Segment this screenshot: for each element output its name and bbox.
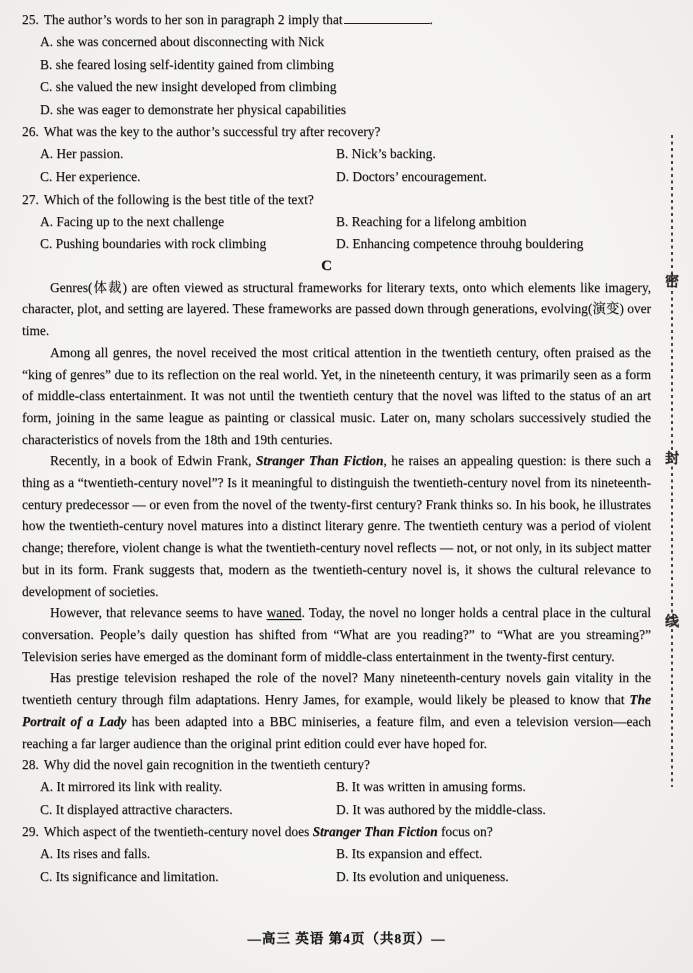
option-26-c: C. Her experience. bbox=[40, 168, 141, 184]
question-26-stem bbox=[22, 121, 651, 143]
question-28-stem bbox=[22, 754, 651, 776]
question-27 bbox=[22, 189, 651, 256]
paragraph-3-text-pre: Recently, in a book of Edwin Frank, bbox=[50, 453, 256, 469]
question-29-stem bbox=[22, 821, 651, 843]
passage-paragraph-3 bbox=[22, 450, 651, 602]
question-29 bbox=[22, 821, 651, 888]
seal-char-xian: 线 bbox=[665, 615, 679, 630]
page-footer: —高三 英语 第4页（共8页）— bbox=[247, 931, 446, 946]
option-25-b: B. she feared losing self-identity gained from climbing bbox=[40, 56, 334, 72]
question-26-options-row-2 bbox=[22, 166, 651, 189]
question-27-stem-text: Which of the following is the best title of the text? bbox=[43, 191, 314, 207]
question-28-options-row-1 bbox=[22, 776, 651, 799]
question-26 bbox=[22, 121, 651, 188]
question-25-number: 25. bbox=[22, 12, 39, 27]
underlined-word-waned: waned bbox=[266, 605, 302, 621]
passage-paragraph-4 bbox=[22, 602, 651, 667]
option-29-a: A. Its rises and falls. bbox=[40, 846, 151, 862]
option-26-a: A. Her passion. bbox=[40, 146, 124, 162]
paragraph-4-text-pre: However, that relevance seems to have bbox=[50, 605, 267, 621]
reading-passage bbox=[22, 277, 651, 754]
option-27-d: D. Enhancing competence throuhg bouldering bbox=[336, 236, 584, 252]
question-26-stem-text: What was the key to the author’s successful try after recovery? bbox=[43, 124, 381, 140]
question-26-options-row-1 bbox=[22, 143, 651, 166]
paragraph-5-text-post: has been adapted into a BBC miniseries, a feature film, and even a television version—each reaching a far larger audience than the original print edition could ever have hoped for. bbox=[22, 713, 651, 751]
option-25-d: D. she was eager to demonstrate her physical capabilities bbox=[40, 101, 347, 117]
question-25-stem-text: The author’s words to her son in paragraph 2 imply that bbox=[43, 12, 343, 27]
question-29-stem-pre: Which aspect of the twentieth-century novel does bbox=[43, 824, 313, 840]
question-29-number: 29. bbox=[22, 824, 39, 840]
option-29-c: C. Its significance and limitation. bbox=[40, 869, 219, 884]
question-27-stem bbox=[22, 189, 651, 211]
option-28-b: B. It was written in amusing forms. bbox=[336, 779, 526, 795]
option-27-b: B. Reaching for a lifelong ambition bbox=[336, 213, 527, 229]
option-28-d: D. It was authored by the middle-class. bbox=[336, 801, 546, 817]
paragraph-5-text-pre: Has prestige television reshaped the role of the novel? Many nineteenth-century novels gain vitality in the twentieth century through film adaptations. Henry James, for example, would likely be pleased to know that bbox=[22, 670, 651, 708]
seal-char-mi: 密 bbox=[665, 275, 679, 290]
passage-paragraph-2: Among all genres, the novel received the most critical attention in the twentieth century, often praised as the “king of genres” due to its reflection on the real world. Yet, in the nineteenth century, it was primarily seen as a form of middle-class entertainment. It was not until the twentieth century that the novel was lifted to the status of an art form, joining in the same league as painting or classical music. Later on, many scholars successively studied the characteristics of novels from the 18th and 19th centuries. bbox=[22, 344, 651, 447]
question-28-options-row-2 bbox=[22, 799, 651, 822]
option-26-b: B. Nick’s backing. bbox=[336, 146, 436, 162]
question-25-stem bbox=[22, 9, 651, 31]
option-29-b: B. Its expansion and effect. bbox=[336, 846, 483, 862]
option-28-a: A. It mirrored its link with reality. bbox=[40, 779, 223, 795]
paragraph-3-text-post: , he raises an appealing question: is there such a thing as a “twentieth-century novel”? Is it meaningful to distinguish the twentieth-century novel from its nineteenth-century predecessor — or even from the novel of the twenty-first century? Frank thinks so. In his book, he illustrates how the twentieth-century novel matures into a distinct literary genre. The twentieth century was a period of violent change; therefore, violent change is what the twentieth-century novel reflects — not, or not only, in its subject matter but in its form. Frank suggests that, modern as the twentieth-century novel is, it shows the cultural relevance to development of societies. bbox=[22, 453, 651, 599]
book-title-stranger-than-fiction: Stranger Than Fiction bbox=[255, 453, 384, 469]
question-28-stem-text: Why did the novel gain recognition in the twentieth century? bbox=[43, 757, 370, 773]
answer-blank bbox=[344, 11, 430, 24]
question-28 bbox=[22, 754, 651, 821]
option-28-c: C. It displayed attractive characters. bbox=[40, 801, 233, 817]
option-29-d: D. Its evolution and uniqueness. bbox=[336, 869, 509, 884]
question-29-book-title: Stranger Than Fiction bbox=[312, 824, 438, 840]
paragraph-4-text-post: . Today, the novel no longer holds a central place in the cultural conversation. People’s daily question has shifted from “What are you reading?” to “What are you streaming?” Television series have emerged as the dominant form of middle-class entertainment in the twenty-first century. bbox=[22, 605, 651, 664]
question-27-options-row-2 bbox=[22, 233, 651, 256]
question-25-suffix: . bbox=[429, 12, 433, 27]
option-25-a: A. she was concerned about disconnecting with Nick bbox=[40, 34, 325, 49]
question-26-number: 26. bbox=[22, 124, 39, 140]
question-29-stem-post: focus on? bbox=[437, 824, 493, 840]
seal-line bbox=[665, 135, 679, 787]
option-27-c: C. Pushing boundaries with rock climbing bbox=[40, 236, 267, 252]
question-29-options-row-2 bbox=[22, 866, 651, 889]
question-25-options bbox=[22, 31, 651, 121]
question-28-number: 28. bbox=[22, 757, 39, 773]
seal-char-feng: 封 bbox=[665, 452, 679, 467]
question-29-options-row-1 bbox=[22, 843, 651, 866]
passage-paragraph-5 bbox=[22, 667, 651, 754]
book-title-portrait-of-a-lady: The Portrait of a Lady bbox=[22, 692, 651, 729]
passage-paragraph-1: Genres(体裁) are often viewed as structural frameworks for literary texts, onto which elements like imagery, character, plot, and setting are layered. These frameworks are passed down through generations, evolving(演变) over time. bbox=[22, 279, 651, 339]
option-26-d: D. Doctors’ encouragement. bbox=[336, 168, 487, 184]
question-27-options-row-1 bbox=[22, 211, 651, 234]
question-25 bbox=[22, 9, 651, 121]
option-25-c: C. she valued the new insight developed from climbing bbox=[40, 79, 337, 95]
option-27-a: A. Facing up to the next challenge bbox=[40, 213, 225, 229]
section-c-heading: C bbox=[321, 257, 332, 274]
question-27-number: 27. bbox=[22, 191, 39, 207]
